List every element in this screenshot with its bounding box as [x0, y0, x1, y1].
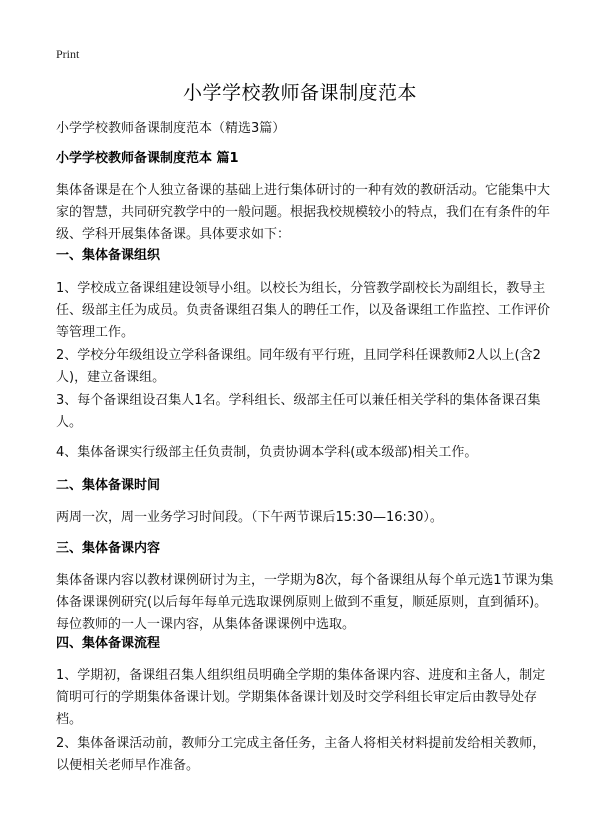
document-title: 小学学校教师备课制度范本: [182, 82, 417, 104]
section-1-item-1: 1、学校成立备课组建设领导小组。以校长为组长，分管教学副校长为副组长，教导主任、级部主任为成员。负责备课组召集人的聘任工作，以及备课组工作监控、工作评价等管理工作。: [56, 281, 551, 340]
print-label: Print: [56, 47, 80, 61]
document-subtitle: 小学学校教师备课制度范本（精选3篇）: [56, 121, 286, 136]
article-heading: 小学学校教师备课制度范本 篇1: [56, 151, 239, 166]
section-1-item-3: 3、每个备课组设召集人1名。学科组长、级部主任可以兼任相关学科的集体备课召集人。: [56, 393, 541, 430]
section-1-heading: 一、集体备课组织: [56, 248, 161, 263]
section-4-item-1: 1、学期初，备课组召集人组织组员明确全学期的集体备课内容、进度和主备人，制定简明可行的学期集体备课计划。学期集体备课计划及时交学科组长审定后由教导处存档。: [56, 668, 546, 727]
section-2-heading: 二、集体备课时间: [56, 478, 161, 493]
section-1-item-4: 4、集体备课实行级部主任负责制，负责协调本学科(或本级部)相关工作。: [56, 445, 478, 460]
section-4-item-2: 2、集体备课活动前，教师分工完成主备任务，主备人将相关材料提前发给相关教师，以便相关老师早作准备。: [56, 736, 546, 773]
section-2-text: 两周一次，周一业务学习时间段。（下午两节课后15:30—16:30）。: [56, 510, 443, 525]
intro-paragraph: 集体备课是在个人独立备课的基础上进行集体研讨的一种有效的教研活动。它能集中大家的智慧，共同研究教学中的一般问题。根据我校规模较小的特点，我们在有条件的年级、学科开展集体备课。具体要求如下：: [56, 183, 551, 242]
section-3-heading: 三、集体备课内容: [56, 541, 161, 556]
section-4-heading: 四、集体备课流程: [56, 636, 161, 651]
section-3-text: 集体备课内容以教材课例研讨为主，一学期为8次，每个备课组从每个单元选1节课为集体备课课例研究(以后每年每单元选取课例原则上做到不重复，顺延原则，直到循环)。每位教师的一人一课内容，从集体备课课例中选取。: [56, 573, 554, 632]
section-1-item-2: 2、学校分年级组设立学科备课组。同年级有平行班，且同学科任课教师2人以上(含2人)，建立备课组。: [56, 348, 541, 385]
